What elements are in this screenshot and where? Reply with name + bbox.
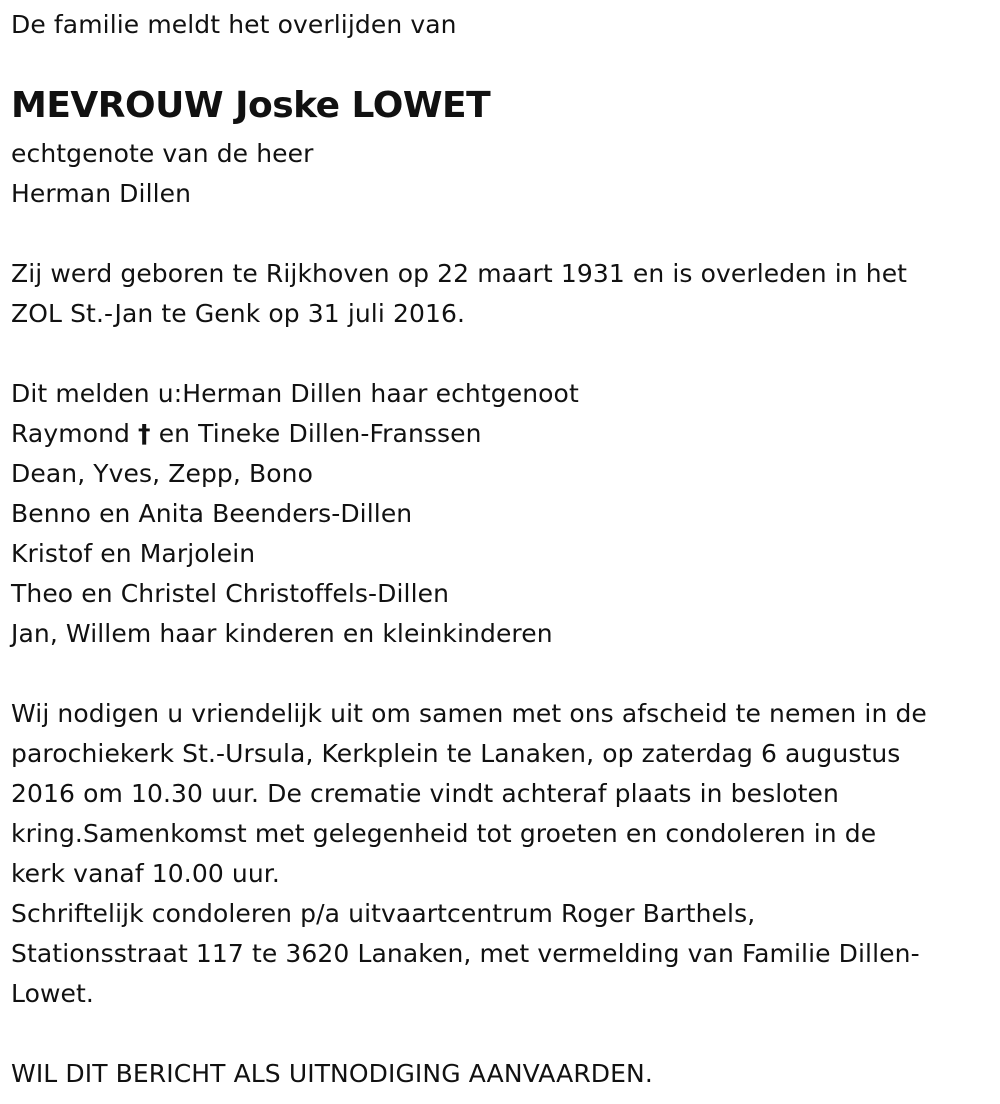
ceremony-line: kring.Samenkomst met gelegenheid tot groeten en condoleren in de [11,819,877,848]
spouse-name: Herman Dillen [11,179,192,208]
condolence-line: Schriftelijk condoleren p/a uitvaartcentrum Roger Barthels, [11,899,756,928]
birth-death-block [11,254,907,334]
condolence-line: Stationsstraat 117 te 3620 Lanaken, met vermelding van Familie Dillen- [11,939,920,968]
ceremony-line: kerk vanaf 10.00 uur. [11,859,280,888]
family-line: Dean, Yves, Zepp, Bono [11,459,313,488]
spouse-block [11,134,313,214]
family-line: Theo en Christel Christoffels-Dillen [11,579,450,608]
family-line: Benno en Anita Beenders-Dillen [11,499,413,528]
birth-death-line: Zij werd geboren te Rijkhoven op 22 maart 1931 en is overleden in het [11,259,908,288]
birth-death-line: ZOL St.-Jan te Genk op 31 juli 2016. [11,299,466,328]
cross-icon: † [138,419,151,448]
ceremony-line: Wij nodigen u vriendelijk uit om samen met ons afscheid te nemen in de [11,699,927,728]
family-line-raymond [11,414,579,454]
ceremony-block [11,694,927,1014]
spouse-line: echtgenote van de heer [11,139,314,168]
family-block [11,374,579,654]
family-line: Dit melden u:Herman Dillen haar echtgenoot [11,379,579,408]
family-name-tineke: en Tineke Dillen-Franssen [158,419,482,448]
intro-text: De familie meldt het overlijden van [11,10,457,39]
condolence-line: Lowet. [11,979,94,1008]
ceremony-line: 2016 om 10.30 uur. De crematie vindt achteraf plaats in besloten [11,779,839,808]
closing-text: WIL DIT BERICHT ALS UITNODIGING AANVAARDEN. [11,1059,653,1088]
family-line: Kristof en Marjolein [11,539,256,568]
closing-block [11,1054,653,1094]
ceremony-line: parochiekerk St.-Ursula, Kerkplein te Lanaken, op zaterdag 6 augustus [11,739,901,768]
family-name-raymond: Raymond [11,419,130,448]
deceased-name: MEVROUW Joske LOWET [11,85,491,126]
family-line: Jan, Willem haar kinderen en kleinkinderen [11,619,553,648]
